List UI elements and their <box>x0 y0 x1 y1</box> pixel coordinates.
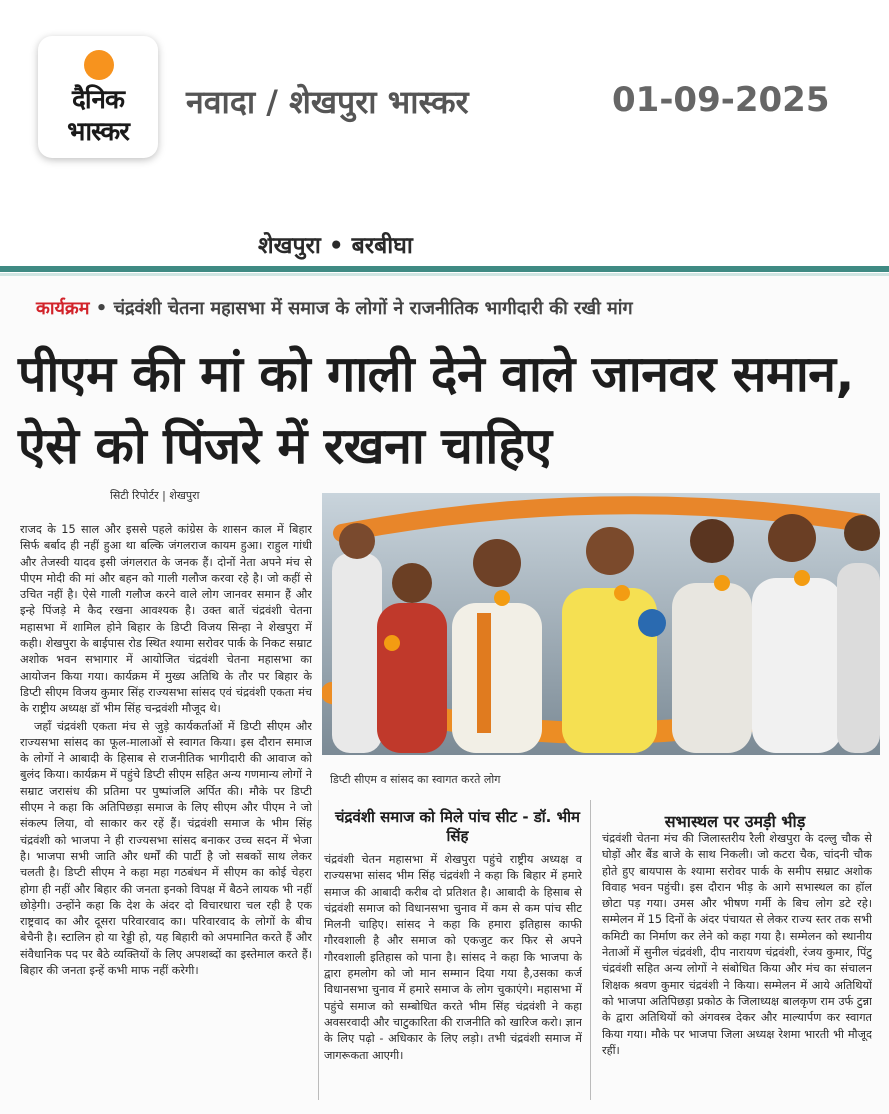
article-headline: पीएम की मां को गाली देने वाले जानवर समान, ऐसे को पिंजरे में रखना चाहिए <box>18 345 855 475</box>
kicker-separator: • <box>89 298 114 319</box>
column-divider <box>318 800 319 1100</box>
edition-name: नवादा / शेखपुरा भास्कर <box>186 83 469 121</box>
masthead <box>0 0 889 259</box>
kicker-text: चंद्रवंशी चेतना महासभा में समाज के लोगों ने राजनीतिक भागीदारी की रखी मांग <box>113 298 633 319</box>
subheading-column-2: चंद्रवंशी समाज को मिले पांच सीट - डॉ. भीम सिंह <box>335 808 580 845</box>
column-divider <box>590 800 591 1100</box>
logo-text-line1: दैनिक <box>72 85 124 115</box>
sun-icon <box>84 50 114 80</box>
dainik-bhaskar-logo <box>38 36 158 158</box>
logo-text-line2: भास्कर <box>67 117 129 147</box>
section-label: शेखपुरा • बरबीघा <box>258 233 413 259</box>
kicker <box>36 296 633 320</box>
byline: सिटी रिपोर्टर | शेखपुरा <box>110 489 200 502</box>
paragraph: जहाँ चंद्रवंशी एकता मंच से जुड़े कार्यकर्ताओं में डिप्टी सीएम और राज्यसभा सांसद का फूल-मालाओं से स्वागत किया। इस दौरान समाज के लोगों ने आबादी के हिसाब से राजनीतिक भागीदारी की आवाज को बुलंद किया। कार्यक्रम में पहुंचे डिप्टी सीएम सहित अन्य गणमान्य लोगों ने सम्राट जरासंध की प्रतिमा पर पुष्पांजलि अर्पित की। मौके पर डिप्टी सीएम ने कहा कि अतिपिछड़ा समाज के लिए सीएम और पीएम ने जो संकल्प लिया, वो साकार कर रहें हैं। चंद्रवंशी समाज के भीम सिंह चंद्रवंशी को भाजपा ने ही राज्यसभा सांसद बनाकर उच्च सदन में भेजा है। भाजपा सभी जाति और धर्मों की पार्टी है जो सबकों साथ लेकर चलती है। डिप्टी सीएम ने कहा महा गठबंधन में सीएम का कोई चेहरा होगा ही नहीं और बिहार की जनता इनको विपक्ष में बैठने लायक भी नहीं छोड़ेगी। उन्होंने कहा कि देश के अंदर दो विचारधारा चल रही है एक राष्ट्रवाद का और दूसरा परिवारवाद का। परिवारवाद के लोगों के बीच बेचैनी है। स्टालिन हो या रेड्डी हो, यह बिहारी को अपमानित करते हैं और संवैधानिक पद पर बैठे व्यक्तियों के लिए अपशब्दों का इस्तेमाल करते हैं। बिहार की जनता इन्हें कभी माफ नहीं करेगी। <box>20 719 312 978</box>
subheading-column-3: सभास्थल पर उमड़ी भीड़ <box>664 812 806 831</box>
edition-date: 01-09-2025 <box>612 80 830 120</box>
article-column-3: चंद्रवंशी चेतना मंच की जिलास्तरीय रैली शेखपुरा के दल्लु चौक से घोड़ों और बैंड बाजे के साथ निकली। जो कटरा चैक, चांदनी चौक होते हुए बायपास के श्यामा सरोवर पार्क के समीप सम्राट अशोक विवाह भवन पहुंची। इस दौरान भीड़ के आगे सभास्थल का हॉल छोटा पड़ गया। उमस और भीषण गर्मी के बिच लोग डटे रहे। सम्मेलन में 15 दिनों के अंदर पंचायत से लेकर राज्य स्तर तक सभी कमिटी का निर्माण कर लेने को कहा गया है। सम्मेलन को स्थानीय नेताओं में सुनील चंद्रवंशी, दीप नारायण चंद्रवंशी, रंजय कुमार, पिंटु चंद्रवंशी सहित अन्य लोगों ने संबोधित किया और मंच का संचालन शिक्षक श्रवण कुमार चंद्रवंशी ने किया। सम्मेलन में आये अतिथियों को भाजपा अतिपिछड़ा प्रकोठ के जिलाध्यक्ष बालकृण राम उर्फ टुन्ना के द्वारा अतिथियों को अंगवस्त्र देकर और माल्यार्पण कर स्वागत किया गया। मौके पर भाजपा जिला अध्यक्ष रेशमा भारती भी मौजूद रहीं। <box>602 832 872 1057</box>
section-divider <box>0 266 889 272</box>
article-column-1 <box>20 522 312 1102</box>
article-column-2: चंद्रवंशी चेतन महासभा में शेखपुरा पहुंचे राष्ट्रीय अध्यक्ष व राज्यसभा सांसद भीम सिंह चंद्रवंशी ने कहा कि बिहार में हमारे समाज की आबादी करीब दो प्रतिशत है। आबादी के हिसाब से चंद्रवंशी समाज को विधानसभा चुनाव में कम से कम पांच सीट मिलनी चाहिए। सांसद ने कहा कि हमारा इतिहास काफी गौरवशाली है और समाज को एकजुट कर फिर से अपने गौरवशाली इतिहास को पाना है। सांसद ने कहा कि भाजपा के द्वारा हमलोग को जो मान सम्मान दिया गया है,उसका कर्ज विधानसभा चुनाव में हमारे समाज के लोग चुकाएंगे। महासभा में पहुंचे समाज को सम्बोधित करते भीम सिंह चंद्रवंशी ने कहा अवसरवादी और चाटुकारिता की राजनीति को खारिज करो। ज्ञान के लिए पढ़ो - अधिकार के लिए लड़ो। तभी चंद्रवंशी समाज में जागरूकता आएगी। <box>324 853 582 1062</box>
paragraph: राजद के 15 साल और इससे पहले कांग्रेस के शासन काल में बिहार सिर्फ बर्बाद ही नहीं हुआ था बल्कि जंगलराज कायम हुआ। राहुल गांधी और तेजस्वी यादव इसी जंगलरात के जनक हैं। दोनों नेता अपने मंच से पीएम मोदी की मां और बहन को गाली गलौज करवा रहे है। जो कहीं से उचित नहीं है। ऐसे गाली गलौज करने वाले लोग जानवर समान हैं और इन्हे पिंजड़े मे कैद रखना आवश्यक है। उक्त बातें चंद्रवंशी चेतना महासभा में शामिल होने बिहार के डिप्टी विजय सिन्हा ने शेखपुरा में कही। शेखपुरा के बाईपास रोड स्थित श्यामा सरोवर पार्क के निकट सम्राट अशोक भवन सभागार में आयोजित चंद्रवंशी चेतना महासभा का आयोजन किया गया। कार्यक्रम में मुख्य अतिथि के तौर पर बिहार के डिप्टी सीएम विजय कुमार सिंह राज्यसभा सांसद एवं चंद्रवंशी एकता मंच के राष्ट्रीय अध्यक्ष डॉ भीम सिंह चन्द्रवंशी मौजूद थे। <box>20 523 312 716</box>
photo-caption: डिप्टी सीएम व सांसद का स्वागत करते लोग <box>330 773 501 786</box>
kicker-label: कार्यक्रम <box>36 298 90 319</box>
photo-illustration <box>322 493 880 755</box>
news-photo <box>322 493 880 755</box>
